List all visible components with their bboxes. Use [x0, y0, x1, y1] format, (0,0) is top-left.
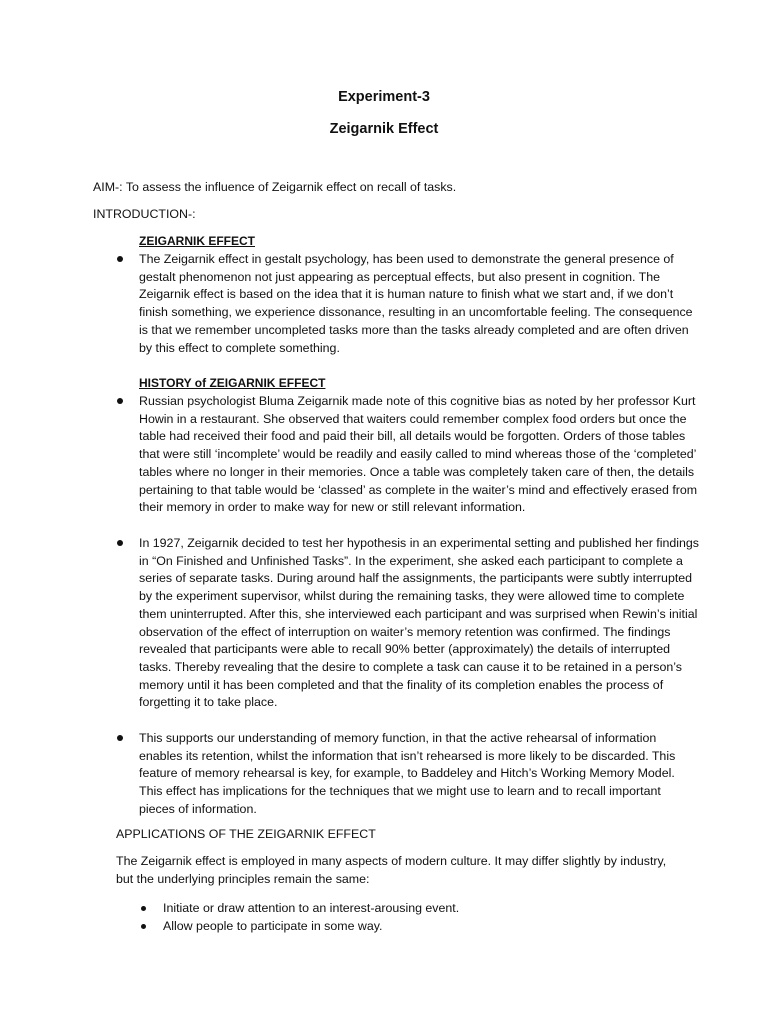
bullet-paragraph: In 1927, Zeigarnik decided to test her hypothesis in an experimental setting and published her findings in “On Finished and Unfinished Tasks”. In the experiment, she asked each participant to complete a series of separate tasks. During around half the assignments, the participants were subtly interrupted by the experiment supervisor, whilst during the remaining tasks, they were allowed time to complete them uninterrupted. After this, she interviewed each participant and was surprised when Rewin’s initial observation of the effect of interruption on waiter’s memory retention was confirmed. The findings revealed that participants were able to recall 90% better (approximately) the details of interrupted tasks. Thereby revealing that the desire to complete a task can cause it to be retained in a person’s memory until it has been completed and that the finality of its completion enables the process of forgetting it to take place.	[139, 536, 699, 710]
page-title: Experiment-3	[338, 89, 430, 105]
section-heading-zeigarnik-effect: ZEIGARNIK EFFECT	[139, 234, 255, 248]
bullet-icon	[117, 735, 123, 741]
aim-text: AIM-: To assess the influence of Zeigarnik effect on recall of tasks.	[93, 180, 457, 194]
section-heading-history: HISTORY of ZEIGARNIK EFFECT	[139, 376, 326, 390]
page-subtitle: Zeigarnik Effect	[329, 121, 439, 137]
applications-paragraph: The Zeigarnik effect is employed in many aspects of modern culture. It may differ slightly by industry, but the underlying principles remain the same:	[116, 854, 667, 886]
introduction-label: INTRODUCTION-:	[93, 207, 196, 221]
bullet-paragraph: Russian psychologist Bluma Zeigarnik made note of this cognitive bias as noted by her professor Kurt Howin in a restaurant. She observed that waiters could remember complex food orders but once the table had received their food and paid their bill, all details would be forgotten. Orders of those tables that were still ‘incomplete’ would be readily and easily called to mind whereas those of the ‘completed’ tables where no longer in their memories. Once a table was completely taken care of then, the details pertaining to that table would be ‘classed’ as complete in the waiter’s mind and effectively erased from their memory in order to make way for new or still relevant information.	[139, 394, 698, 515]
list-item: Initiate or draw attention to an interest-arousing event.	[163, 901, 460, 915]
bullet-paragraph: The Zeigarnik effect in gestalt psychology, has been used to demonstrate the general presence of gestalt phenomenon not just appearing as perceptual effects, but also present in cognition. The Zeigarnik effect is based on the idea that it is human nature to finish what we start and, if we don’t finish something, we experience dissonance, resulting in an uncomfortable feeling. The consequence is that we remember uncompleted tasks more than the tasks already completed and are often driven by this effect to complete something.	[139, 252, 693, 355]
bullet-icon	[141, 906, 146, 911]
bullet-icon	[117, 256, 123, 262]
bullet-icon	[117, 540, 123, 546]
bullet-paragraph: This supports our understanding of memory function, in that the active rehearsal of information enables its retention, whilst the information that isn’t rehearsed is more likely to be discarded. This feature of memory rehearsal is key, for example, to Baddeley and Hitch’s Working Memory Model. This effect has implications for the techniques that we might use to learn and to recall important pieces of information.	[139, 731, 676, 816]
bullet-icon	[117, 398, 123, 404]
section-heading-applications: APPLICATIONS OF THE ZEIGARNIK EFFECT	[116, 827, 376, 841]
list-item: Allow people to participate in some way.	[163, 919, 383, 933]
bullet-icon	[141, 924, 146, 929]
